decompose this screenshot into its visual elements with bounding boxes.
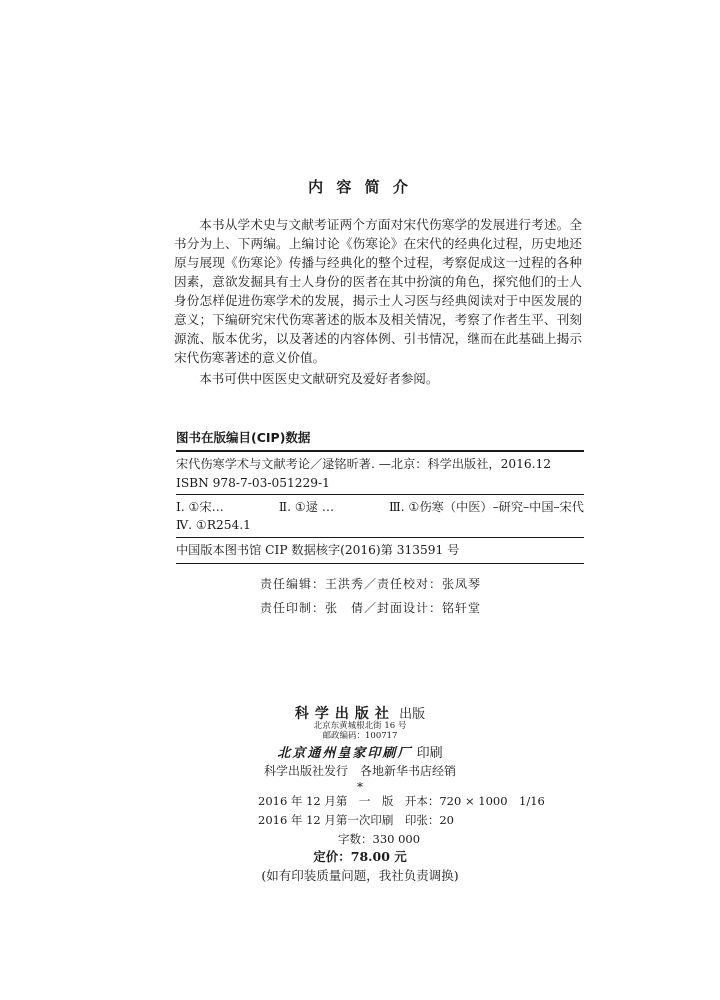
edition-info: 2016 年 12 月第 一 版 开本：720 × 1000 1/16 [258,794,545,808]
publisher-name: 科学出版社 [294,706,395,722]
printer-line [0,742,720,761]
intro-body [174,215,582,388]
cip-isbn: ISBN 978-7-03-051229-1 [176,476,330,490]
printer-action: 印刷 [416,746,443,761]
cip-bottom-rule [176,563,584,564]
intro-paragraph: 本书从学术史与文献考证两个方面对宋代伤寒学的发展进行考述。全书分为上、下两编。上编讨论《伤寒论》在宋代的经典化过程，历史地还原与展现《伤寒论》传播与经典化的整个过程，考察促成这一过程的各种因素，意欲发掘具有士人身份的医者在其中扮演的角色，探究他们的士人身份怎样促进伤寒学术的发展，揭示士人习医与经典阅读对于中医发展的意义；下编研究宋代伤寒著述的版本及相关情况，考察了作者生平、刊刻源流、版本优劣，以及著述的内容体例、引书情况，继而在此基础上揭示宋代伤寒著述的意义价值。 [174,217,582,365]
separator-star: * [357,780,363,794]
printing-info: 2016 年 12 月第一次印刷 印张：20 [258,813,454,827]
cip-classification [176,498,584,516]
distribution: 科学出版社发行 各地新华书店经销 [263,764,456,778]
cip-class-4: Ⅳ. ①R254.1 [176,518,251,532]
cip-rule [176,537,584,538]
staff-editors: 责任编辑：王洪秀／责任校对：张凤琴 [260,577,482,591]
cip-entry: 宋代伤寒学术与文献考论／逯铭昕著. —北京：科学出版社，2016.12 [176,457,552,471]
publisher-address: 北京东黄城根北街 16 号 [313,721,407,731]
price-value: 78.00 元 [350,849,407,864]
cip-rule [176,494,584,495]
publisher-postcode: 邮政编码：100717 [322,731,398,741]
intro-readers-paragraph: 本书可供中医医史文献研究及爱好者参阅。 [199,371,439,386]
intro-title: 内 容 简 介 [308,178,412,196]
cip-class-2: Ⅱ. ①逯 … [278,500,335,514]
word-count: 字数：330 000 [338,832,421,846]
cip-class-1: Ⅰ. ①宋… [176,500,224,514]
publisher-line [0,703,720,723]
printer-name: 北京通州皇家印刷厂 [277,746,413,761]
cip-top-rule [176,450,584,452]
price [0,847,720,865]
cip-record: 中国版本图书馆 CIP 数据核字(2016)第 313591 号 [176,543,460,557]
staff-design: 责任印制：张 倩／封面设计：铭轩堂 [260,601,482,615]
cip-class-3: Ⅲ. ①伤寒（中医）–研究–中国–宋代 [389,500,584,514]
publisher-action: 出版 [399,707,426,722]
price-label: 定价： [313,849,351,864]
cip-title: 图书在版编目(CIP)数据 [176,430,311,445]
quality-notice: (如有印装质量问题，我社负责调换) [261,868,459,883]
